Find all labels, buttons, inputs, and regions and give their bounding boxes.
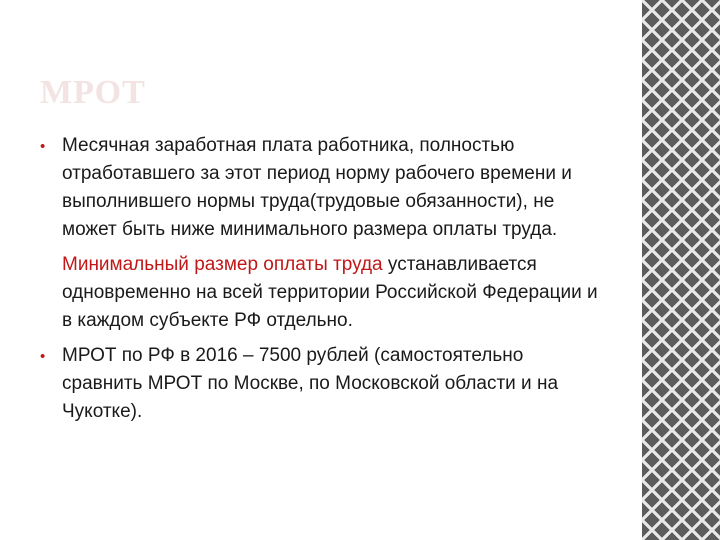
paragraph-with-highlight xyxy=(62,251,600,335)
slide-title: МРОТ xyxy=(40,74,146,111)
decorative-side-pattern xyxy=(642,0,720,540)
bullet-item xyxy=(40,132,600,335)
bullet-icon: • xyxy=(40,348,46,365)
slide-content xyxy=(40,132,600,426)
paragraph-text: МРОТ по РФ в 2016 – 7500 рублей (самостоятельно сравнить МРОТ по Москве, по Московской области и на Чукотке). xyxy=(62,345,559,422)
bullet-icon: • xyxy=(40,138,46,155)
bullet-item xyxy=(40,342,600,426)
paragraph-text: Месячная заработная плата работника, полностью отработавшего за этот период норму рабочего времени и выполнившего нормы труда(трудовые обязанности), не может быть ниже минимального размера оплаты труда. xyxy=(62,135,572,240)
paragraph-text: устанавливается одновременно на всей территории Российской Федерации и в каждом субъекте РФ отдельно. xyxy=(62,254,598,331)
highlighted-term: Минимальный размер оплаты труда xyxy=(62,254,383,275)
